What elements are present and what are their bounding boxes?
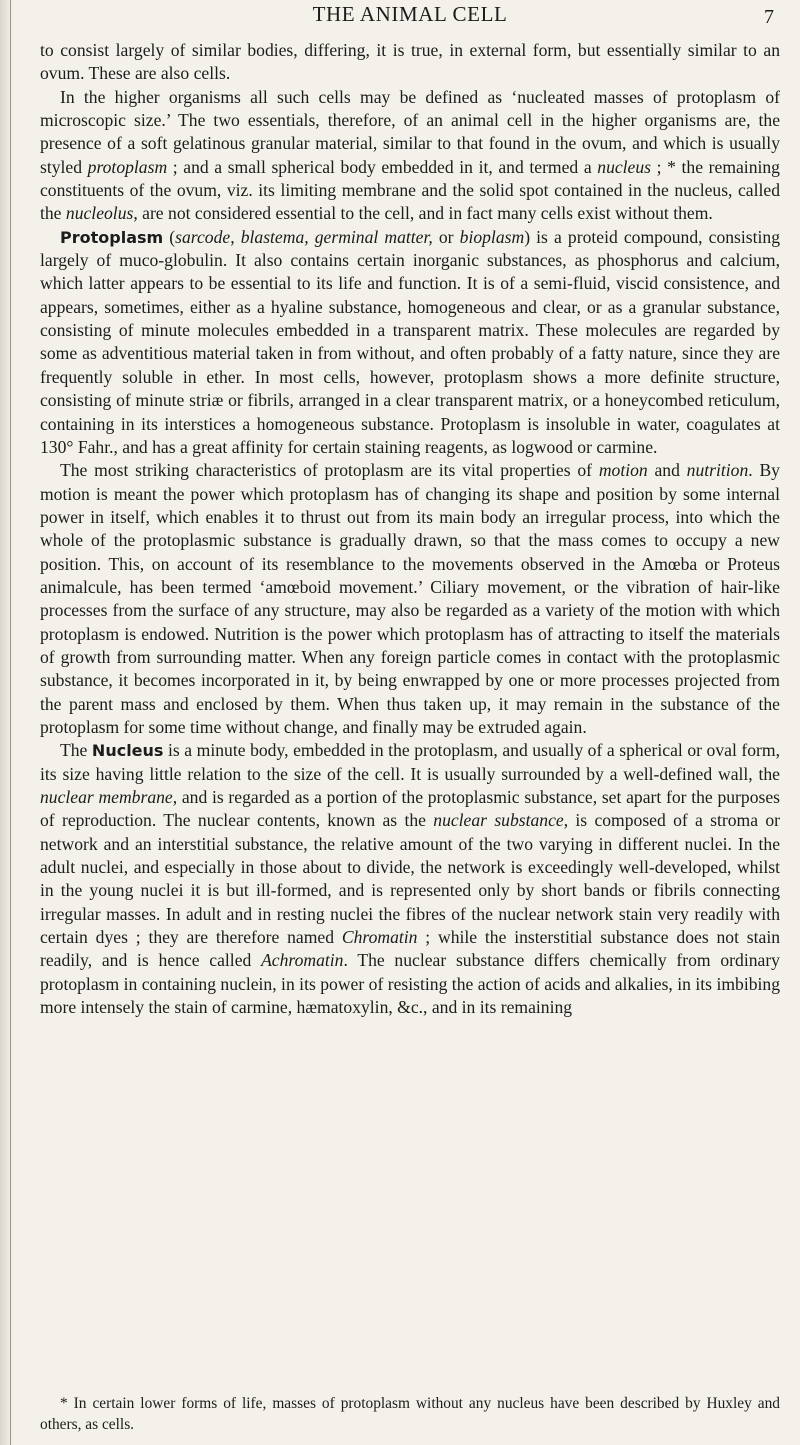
text-run: The	[60, 740, 92, 761]
italic-term-chromatin: Chromatin	[341, 927, 418, 948]
text-run: . The nuclear substance differs chemically from ordinary protoplasm in containing nuclein, in its power of resisting the action of acids and alkalies, in its imbibing more intensely the stain of carmine, hæmatoxylin, &c., and in its remaining	[40, 950, 780, 1018]
text-run: (	[163, 226, 176, 247]
text-run: In the higher organisms all such cells may be defined as ‘nucleated masses of protoplasm of microscopic size.’ The two essentials, therefore, of an animal cell in the higher organisms are, the presence of a soft gelatinous granular material, similar to that found in the ovum, and which is usually styled	[40, 86, 780, 177]
text-run: The most striking characteristics of protoplasm are its vital properties of	[60, 460, 599, 481]
italic-term-bioplasm: bioplasm	[459, 226, 525, 247]
italic-term-nucleus: nucleus	[597, 156, 652, 177]
text-run: , is composed of a stroma or network and an interstitial substance, the relative amount of the two varying in different nuclei. In the adult nuclei, and especially in those about to divide, the network is exceedingly well-developed, whilst in the young nuclei it is but ill-formed, and is represented only by short bands or fibrils connecting irregular masses. In adult and in resting nuclei the fibres of the nuclear network stain very readily with certain dyes ; they are therefore named	[40, 810, 781, 948]
italic-term-motion: motion	[598, 460, 648, 481]
body-text	[40, 39, 780, 1019]
text-run: . By motion is meant the power which protoplasm has of changing its shape and position by some internal power in itself, which enables it to thrust out from its main body an irregular process, into which the whole of the protoplasmic substance is gradually drawn, so that the mass comes to occupy a new position. This, on account of its resemblance to the movements observed in the Amœba or Proteus animalcule, has been termed ‘amœboid movement.’ Ciliary movement, or the vibration of hair-like processes from the surface of any structure, may also be regarded as a variety of the motion with which protoplasm is endowed. Nutrition is the power which protoplasm has of attracting to itself the materials of growth from surrounding matter. When any foreign particle comes in contact with the protoplasmic substance, it becomes incorporated in it, by being enwrapped by one or more processes projected from the parent mass and enclosed by them. When thus taken up, it may remain in the substance of the protoplasm for some time without change, and finally may be extruded again.	[40, 460, 780, 737]
italic-term-nucleolus: nucleolus	[65, 203, 134, 224]
section-term-protoplasm: Protoplasm	[60, 227, 164, 247]
text-run: ) is a proteid compound, consisting largely of muco-globulin. It also contains certain inorganic substances, as phosphorus and calcium, which latter appears to be essential to its life and function. It is of a semi-fluid, viscid consistence, and appears, sometimes, either as a hyaline substance, homogeneous and clear, or as a granular substance, consisting of minute molecules embedded in a transparent matrix. These molecules are regarded by some as adventitious material taken in from without, and often probably of a fatty nature, since they are frequently soluble in ether. In most cells, however, protoplasm shows a more definite structure, consisting of minute striæ or fibrils, arranged in a clear transparent matrix, or a honeycombed reticulum, containing in its interstices a homogeneous substance. Protoplasm is insoluble in water, coagulates at 130° Fahr., and has a great affinity for certain staining reagents, as logwood or carmine.	[40, 226, 780, 457]
paragraph-protoplasm	[40, 226, 780, 459]
binding-edge-line	[10, 0, 11, 1445]
text-run: or	[432, 226, 460, 247]
page-header	[40, 2, 780, 36]
paragraph-2	[40, 86, 780, 226]
paragraph-1: to consist largely of similar bodies, differing, it is true, in external form, but essentially similar to an ovum. These are also cells.	[40, 40, 780, 84]
text-run: ; and a small spherical body embedded in it, and termed a	[167, 156, 598, 177]
text-run: , and is regarded as a portion of the protoplasmic substance, set apart for the purposes of reproduction. The nuclear contents, known as the	[40, 787, 780, 831]
footnote	[40, 1394, 780, 1435]
italic-term-achromatin: Achromatin	[261, 950, 344, 971]
page-number: 7	[764, 6, 774, 28]
running-title: THE ANIMAL CELL	[312, 2, 508, 26]
italic-term-nutrition: nutrition	[686, 460, 749, 481]
italic-term-nuclear-substance: nuclear substance	[433, 810, 564, 831]
section-term-nucleus: Nucleus	[91, 741, 164, 761]
text-run: ; * the remaining constituents of the ovum, viz. its limiting membrane and the solid spot contained in the nucleus, called the	[40, 156, 780, 224]
italic-synonyms: sarcode, blastema, germinal matter,	[175, 226, 433, 247]
text-run: ; while the insterstitial substance does not stain readily, and is hence called	[40, 927, 781, 971]
text-run: is a minute body, embedded in the protoplasm, and usually of a spherical or oval form, its size having little relation to the size of the cell. It is usually surrounded by a well-defined wall, the	[40, 740, 780, 784]
paragraph-nucleus	[40, 739, 780, 1019]
paragraph-motion-nutrition	[40, 459, 780, 739]
footnote-text: * In certain lower forms of life, masses of protoplasm without any nucleus have been described by Huxley and others, as cells.	[40, 1395, 780, 1433]
italic-term-nuclear-membrane: nuclear membrane	[40, 787, 173, 807]
text-run: and	[647, 460, 687, 481]
page-gutter-shadow	[0, 0, 14, 1445]
text-run: , are not considered essential to the cell, and in fact many cells exist without them.	[133, 203, 713, 224]
italic-term-protoplasm: protoplasm	[87, 156, 168, 177]
